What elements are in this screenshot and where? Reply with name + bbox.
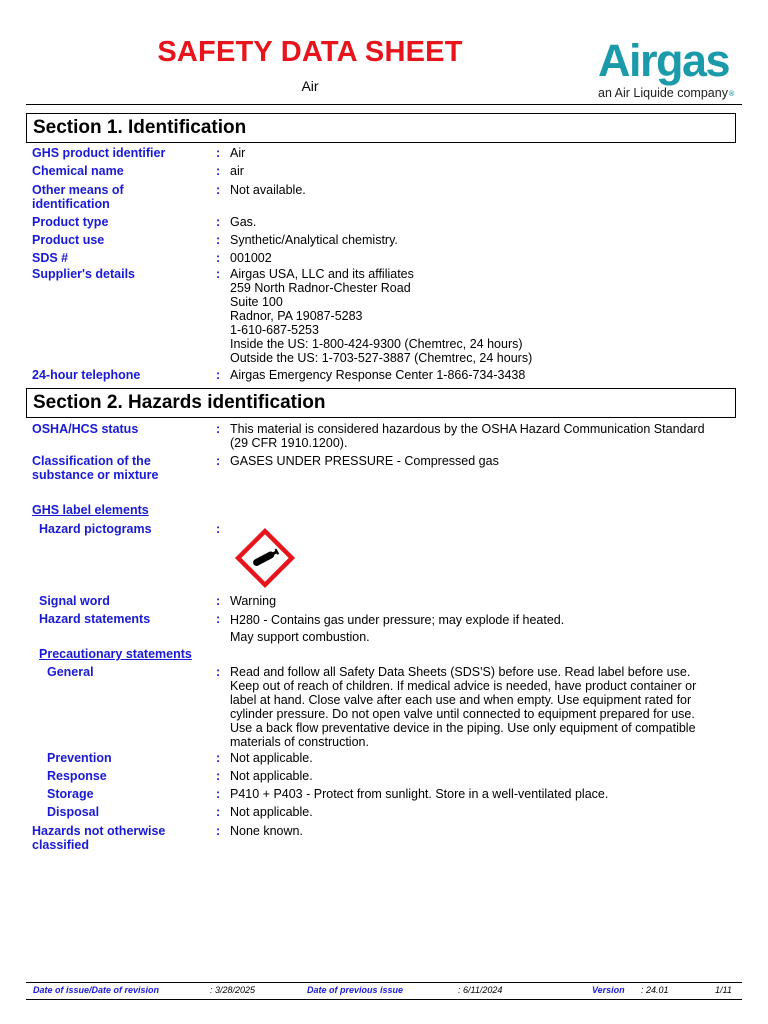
label-precautionary-statements: Precautionary statements: [39, 647, 192, 661]
colon: :: [216, 665, 221, 679]
label-osha-status: OSHA/HCS status: [32, 422, 139, 436]
value-classification: GASES UNDER PRESSURE - Compressed gas: [230, 454, 499, 468]
colon: :: [216, 454, 221, 468]
label-line: identification: [32, 197, 110, 211]
value-product-use: Synthetic/Analytical chemistry.: [230, 233, 398, 247]
product-name-subtitle: Air: [301, 78, 319, 94]
value-disposal: Not applicable.: [230, 805, 313, 819]
value-prevention: Not applicable.: [230, 751, 313, 765]
label-response: Response: [47, 769, 107, 783]
supplier-line: Outside the US: 1-703-527-3887 (Chemtrec, 24 hours): [230, 351, 533, 365]
label-disposal: Disposal: [47, 805, 100, 819]
label-product-type: Product type: [32, 215, 109, 229]
label-storage: Storage: [47, 787, 94, 801]
colon: :: [216, 267, 221, 281]
footer-prev-label: Date of previous issue: [307, 985, 404, 995]
registered-mark: ®: [729, 91, 733, 98]
colon: :: [216, 251, 221, 265]
colon: :: [216, 824, 221, 838]
label-signal-word: Signal word: [39, 594, 110, 608]
supplier-line: 259 North Radnor-Chester Road: [230, 281, 411, 295]
colon: :: [216, 368, 221, 382]
value-osha-status: [230, 422, 720, 450]
value-chemical-name: air: [230, 164, 244, 178]
colon: :: [216, 805, 221, 819]
supplier-line: Inside the US: 1-800-424-9300 (Chemtrec, 24 hours): [230, 337, 523, 351]
value-sds-number: 001002: [230, 251, 272, 265]
value-ghs-product-identifier: Air: [230, 146, 246, 160]
footer-prev-value: : 6/11/2024: [458, 985, 503, 995]
airgas-logo: [598, 35, 748, 100]
footer-version-value: : 24.01: [641, 985, 669, 995]
label-other-means: [32, 183, 124, 211]
general-line: Keep out of reach of children. If medical advice is needed, have product container or: [230, 679, 697, 693]
label-hnoc: [32, 824, 165, 852]
supplier-line: 1-610-687-5253: [230, 323, 319, 337]
label-chemical-name: Chemical name: [32, 164, 124, 178]
general-line: materials of construction.: [230, 735, 369, 749]
footer-issue-value: : 3/28/2025: [210, 985, 256, 995]
colon: :: [216, 215, 221, 229]
value-supplier-details: [230, 267, 720, 365]
footer-rule-bottom: [26, 999, 742, 1000]
label-ghs-product-identifier: GHS product identifier: [32, 146, 166, 160]
hazard-line: H280 - Contains gas under pressure; may explode if heated.: [230, 613, 565, 627]
label-hazard-statements: Hazard statements: [39, 612, 151, 626]
label-supplier-details: Supplier's details: [32, 267, 136, 281]
label-general: General: [47, 665, 94, 679]
value-hazard-statements: [230, 612, 720, 646]
colon: :: [216, 522, 221, 536]
general-line: Read and follow all Safety Data Sheets (SDS'S) before use. Read label before use.: [230, 665, 691, 679]
label-line: Classification of the: [32, 454, 151, 468]
label-line: Other means of: [32, 183, 124, 197]
footer-page-number: 1/11: [715, 985, 732, 995]
label-ghs-label-elements: GHS label elements: [32, 503, 149, 517]
osha-line: (29 CFR 1910.1200).: [230, 436, 348, 450]
value-storage: P410 + P403 - Protect from sunlight. Store in a well-ventilated place.: [230, 787, 609, 801]
general-line: label at hand. Close valve after each use and when empty. Use equipment rated for: [230, 693, 692, 707]
value-general: [230, 665, 720, 749]
value-24-hour-telephone: Airgas Emergency Response Center 1-866-734-3438: [230, 368, 526, 382]
section-2-heading: Section 2. Hazards identification: [26, 388, 736, 418]
gas-cylinder-pictogram: [234, 527, 296, 589]
section-1-heading: Section 1. Identification: [26, 113, 736, 143]
supplier-line: Airgas USA, LLC and its affiliates: [230, 267, 414, 281]
colon: :: [216, 787, 221, 801]
value-response: Not applicable.: [230, 769, 313, 783]
label-product-use: Product use: [32, 233, 105, 247]
label-line: Hazards not otherwise: [32, 824, 166, 838]
logo-word: Airgas: [598, 35, 730, 86]
label-hazard-pictograms: Hazard pictograms: [39, 522, 152, 536]
colon: :: [216, 233, 221, 247]
label-24-hour-telephone: 24-hour telephone: [32, 368, 141, 382]
colon: :: [216, 612, 221, 626]
label-sds-number: SDS #: [32, 251, 69, 265]
colon: :: [216, 751, 221, 765]
supplier-line: Radnor, PA 19087-5283: [230, 309, 363, 323]
general-line: Use a back flow preventative device in the piping. Use only equipment of compatible: [230, 721, 696, 735]
supplier-line: Suite 100: [230, 295, 283, 309]
general-line: cylinder pressure. Do not open valve until connected to equipment prepared for use.: [230, 707, 695, 721]
osha-line: This material is considered hazardous by the OSHA Hazard Communication Standard: [230, 422, 705, 436]
value-product-type: Gas.: [230, 215, 257, 229]
document-title: SAFETY DATA SHEET: [157, 36, 463, 68]
header-rule: [26, 104, 742, 105]
footer-issue-label: Date of issue/Date of revision: [33, 985, 160, 995]
footer-version-label: Version: [592, 985, 625, 995]
value-signal-word: Warning: [230, 594, 277, 608]
label-line: substance or mixture: [32, 468, 159, 482]
value-other-means: Not available.: [230, 183, 306, 197]
colon: :: [216, 422, 221, 436]
value-hnoc: None known.: [230, 824, 303, 838]
colon: :: [216, 183, 221, 197]
colon: :: [216, 594, 221, 608]
label-prevention: Prevention: [47, 751, 112, 765]
label-classification: [32, 454, 158, 482]
logo-tagline: an Air Liquide company: [598, 86, 728, 100]
hazard-line: May support combustion.: [230, 630, 370, 644]
colon: :: [216, 164, 221, 178]
colon: :: [216, 146, 221, 160]
label-line: classified: [32, 838, 89, 852]
footer-rule-top: [26, 982, 742, 983]
colon: :: [216, 769, 221, 783]
